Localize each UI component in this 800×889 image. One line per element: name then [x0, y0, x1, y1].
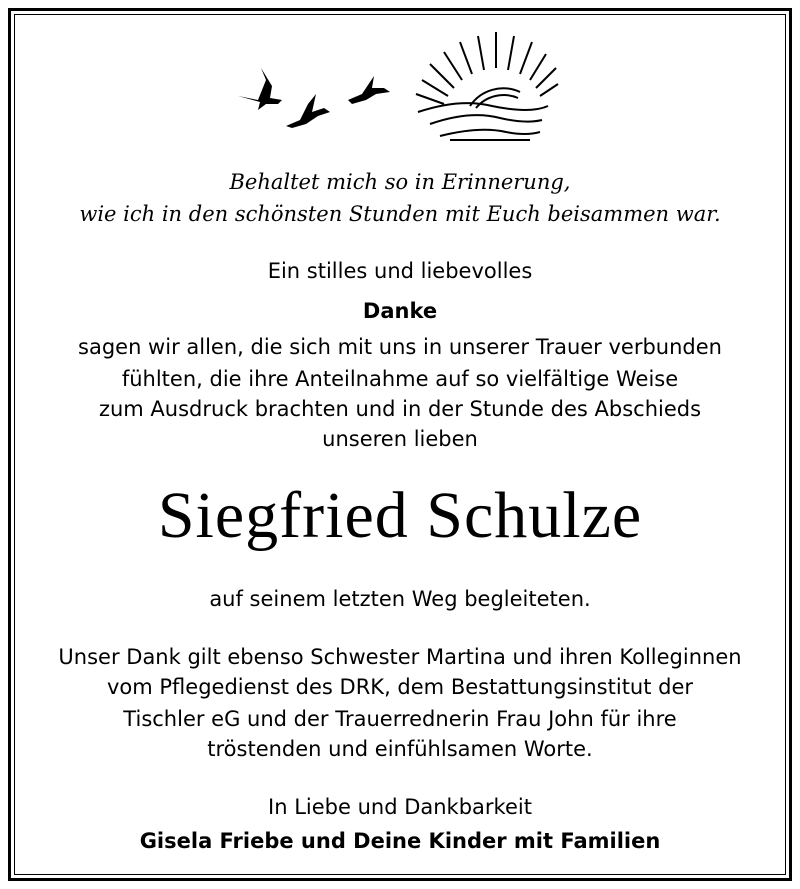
thanks-body-line-4: unseren lieben — [322, 427, 478, 451]
signature: Gisela Friebe und Deine Kinder mit Familien — [139, 829, 661, 853]
sunset-icon — [416, 32, 558, 140]
special-thanks-line-2: vom Pflegedienst des DRK, dem Bestattungsinstitut der — [106, 675, 694, 699]
special-thanks-line-3: Tischler eG und der Trauerrednerin Frau John für ihre — [123, 707, 677, 731]
thanks-heading: Danke — [362, 299, 438, 323]
intro-line: Ein stilles und liebevolles — [267, 259, 533, 283]
motto-line-2: wie ich in den schönsten Stunden mit Euch beisammen war. — [79, 202, 721, 226]
thanks-body-line-3: zum Ausdruck brachten und in der Stunde des Abschieds — [98, 397, 702, 421]
special-thanks-line-4: tröstenden und einfühlsamen Worte. — [207, 737, 593, 761]
special-thanks-line-1: Unser Dank gilt ebenso Schwester Martina und ihren Kolleginnen — [58, 645, 742, 669]
deceased-name: Siegfried Schulze — [157, 479, 643, 552]
motto-line-1: Behaltet mich so in Erinnerung, — [229, 170, 571, 194]
after-name-line: auf seinem letzten Weg begleiteten. — [209, 587, 591, 611]
bird-icon — [238, 68, 282, 110]
bird-icon — [286, 94, 330, 128]
decorative-artwork — [230, 28, 560, 148]
closing-line: In Liebe und Dankbarkeit — [268, 795, 532, 819]
thanks-body-line-1: sagen wir allen, die sich mit uns in unserer Trauer verbunden — [78, 335, 722, 359]
bird-icon — [348, 76, 390, 104]
thanks-body-line-2: fühlten, die ihre Anteilnahme auf so vielfältige Weise — [121, 367, 679, 391]
